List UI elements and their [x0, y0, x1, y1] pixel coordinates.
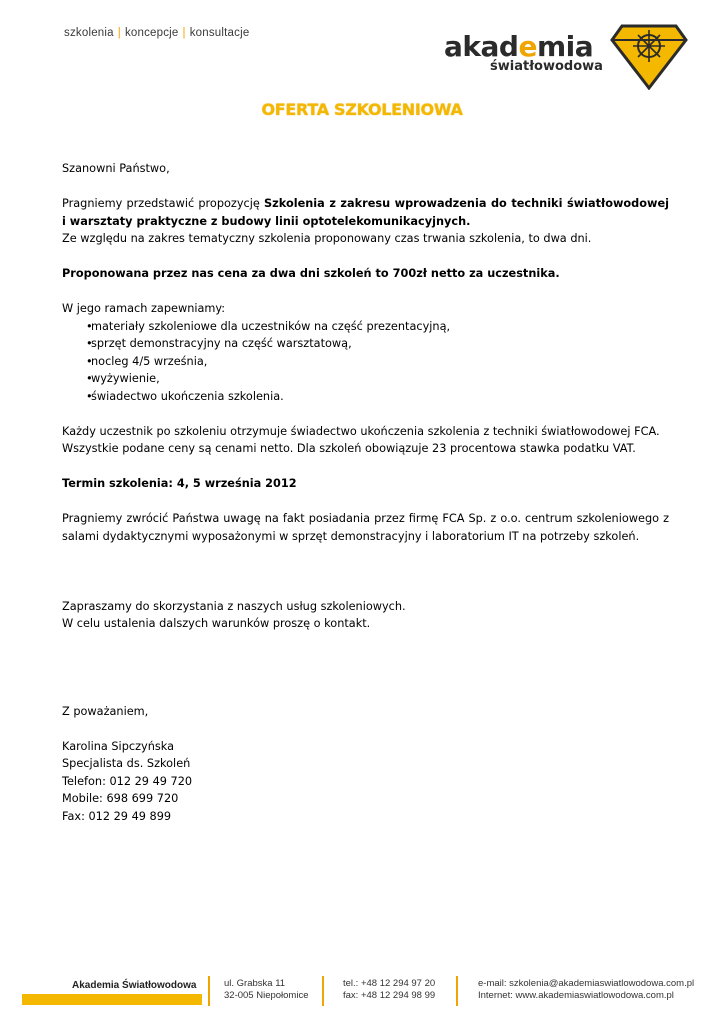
certificate-text: Każdy uczestnik po szkoleniu otrzymuje świadectwo ukończenia szkolenia z techniki światłowodowej FCA.: [62, 424, 660, 438]
included-list: [62, 318, 669, 406]
tagline-item: szkolenia: [64, 27, 114, 39]
intro-paragraph: [62, 195, 669, 230]
term-text: Termin szkolenia: 4, 5 września 2012: [62, 477, 297, 490]
signature-fax: Fax: 012 29 49 899: [62, 809, 172, 823]
footer-divider: [208, 976, 210, 1006]
tagline-separator: |: [182, 27, 186, 39]
footer-brand: Akademia Światłowodowa: [72, 980, 197, 991]
footer-email: e-mail: szkolenia@akademiaswiatlowodowa.com.pl: [478, 978, 695, 989]
facility-paragraph: Pragniemy zwrócić Państwa uwagę na fakt posiadania przez firmę FCA Sp. z o.o. centrum szkoleniowego z salami dydaktycznymi wyposażonymi w sprzęt demonstracyjny i laboratorium IT na potrzeby szkoleń.: [62, 512, 669, 543]
list-item: • świadectwo ukończenia szkolenia.: [62, 388, 669, 406]
vat-text: Wszystkie podane ceny są cenami netto. Dla szkoleń obowiązuje 23 procentowa stawka podatku VAT.: [62, 442, 636, 455]
company-logo: [440, 22, 690, 92]
tagline-item: koncepcje: [124, 27, 179, 39]
salutation: Szanowni Państwo,: [62, 162, 170, 175]
list-item: • wyżywienie,: [62, 370, 669, 388]
closing-text: Z poważaniem,: [62, 704, 149, 718]
price-text: Proponowana przez nas cena za dwa dni szkoleń to 700zł netto za uczestnika.: [62, 267, 560, 280]
footer-divider: [456, 976, 458, 1006]
letter-body: [62, 160, 669, 825]
diamond-logo-icon: [610, 22, 688, 90]
footer-contact: [478, 978, 694, 1002]
signature-role: Specjalista ds. Szkoleń: [62, 757, 191, 770]
footer-fax: fax: +48 12 294 98 99: [343, 990, 436, 1001]
intro-bold-text: Szkolenia z zakresu wprowadzenia do techniki światłowodowej i warsztaty praktyczne z budowy linii optotelekomunikacyjnych.: [62, 197, 670, 228]
contact-request-text: W celu ustalenia dalszych warunków proszę o kontakt.: [62, 617, 371, 630]
footer-accent-bar: [22, 994, 202, 1005]
document-title: OFERTA SZKOLENIOWA: [261, 100, 463, 119]
tagline-separator: |: [117, 27, 121, 39]
signature-mobile: Mobile: 698 699 720: [62, 792, 179, 805]
footer-city: 32-005 Niepołomice: [224, 990, 309, 1001]
footer-address: [224, 978, 309, 1002]
duration-text: Ze względu na zakres tematyczny szkolenia proponowany czas trwania szkolenia, to dwa dni.: [62, 232, 592, 245]
tagline-item: konsultacje: [189, 27, 250, 39]
page-footer: [0, 970, 724, 1024]
list-item: • nocleg 4/5 września,: [62, 353, 669, 371]
invite-text: Zapraszamy do skorzystania z naszych usług szkoleniowych.: [62, 599, 406, 613]
logo-word-part: mia: [536, 30, 594, 63]
signature-name: Karolina Sipczyńska: [62, 739, 175, 753]
list-item: • sprzęt demonstracyjny na część warsztatową,: [62, 335, 669, 353]
list-item: • materiały szkoleniowe dla uczestników na część prezentacyjną,: [62, 318, 669, 336]
header-tagline: [64, 27, 249, 39]
footer-street: ul. Grabska 11: [224, 978, 286, 989]
signature-phone: Telefon: 012 29 49 720: [62, 774, 193, 788]
logo-subtitle: światłowodowa: [490, 59, 603, 74]
intro-text: Pragniemy przedstawić propozycję: [62, 197, 265, 210]
logo-word-part: akad: [444, 30, 519, 63]
footer-divider: [322, 976, 324, 1006]
provide-intro: W jego ramach zapewniamy:: [62, 302, 226, 315]
footer-phones: [343, 978, 435, 1002]
footer-tel: tel.: +48 12 294 97 20: [343, 978, 436, 989]
footer-web: Internet: www.akademiaswiatlowodowa.com.pl: [478, 990, 674, 1001]
logo-word-highlight: e: [518, 30, 537, 63]
